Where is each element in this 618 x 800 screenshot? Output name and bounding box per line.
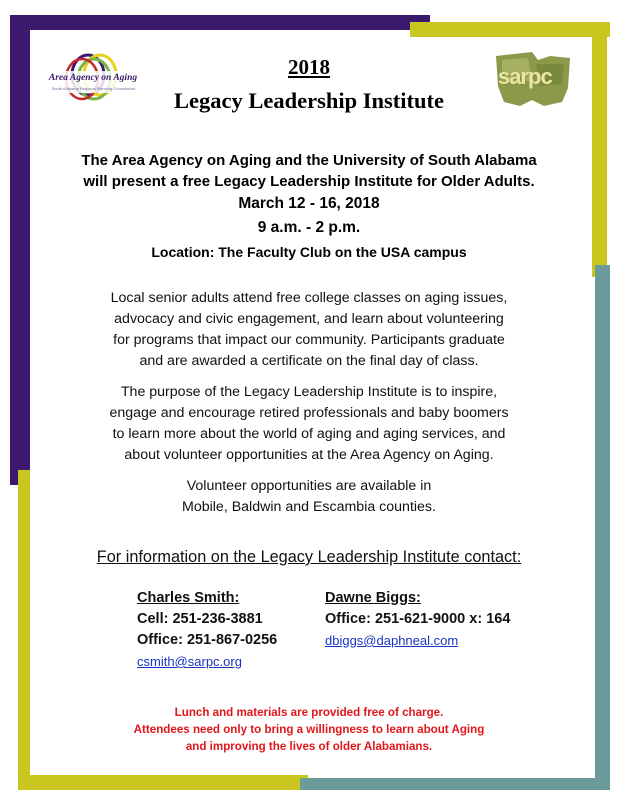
footer-line-3: and improving the lives of older Alabamians.: [185, 740, 433, 753]
intro-line-1: The Area Agency on Aging and the University of South Alabama: [81, 152, 537, 169]
contact-name: Charles Smith:: [137, 590, 240, 606]
border-purple-top: [10, 15, 430, 30]
paragraph-line: The purpose of the Legacy Leadership Institute is to inspire,: [120, 384, 498, 400]
contact-cell: Cell: 251-236-3881: [137, 611, 263, 627]
border-yellow-bottom: [18, 775, 308, 790]
event-dates: March 12 - 16, 2018: [238, 195, 380, 212]
area-agency-logo-name: Area Agency on Aging: [48, 73, 138, 83]
paragraph-line: for programs that impact our community. Participants graduate: [113, 332, 505, 348]
flyer-title: Legacy Leadership Institute: [174, 88, 444, 113]
paragraph-line: and are awarded a certificate on the final day of class.: [139, 353, 479, 369]
paragraph-line: engage and encourage retired professionals and baby boomers: [109, 405, 509, 421]
contact-dawne-biggs: [325, 588, 510, 651]
contact-office: Office: 251-867-0256: [137, 632, 278, 648]
volunteer-paragraph: [45, 476, 573, 518]
paragraph-line: Volunteer opportunities are available in: [186, 478, 432, 494]
contact-heading: For information on the Legacy Leadership Institute contact:: [96, 548, 522, 566]
area-agency-logo-subtitle: South Alabama Regional Planning Commission: [51, 86, 136, 91]
border-yellow-top: [410, 22, 610, 37]
purpose-paragraph: [45, 382, 573, 466]
flyer-year: 2018: [288, 55, 330, 79]
event-time: 9 a.m. - 2 p.m.: [257, 219, 361, 236]
description-paragraph: [45, 288, 573, 372]
contact-office: Office: 251-621-9000 x: 164: [325, 611, 511, 627]
intro-line-2: will present a free Legacy Leadership Institute for Older Adults.: [83, 173, 535, 190]
contact-name: Dawne Biggs:: [325, 590, 421, 606]
footer-line-2: Attendees need only to bring a willingness to learn about Aging: [133, 723, 485, 736]
border-teal-bottom: [300, 778, 610, 790]
contact-email-link[interactable]: dbiggs@daphneal.com: [325, 633, 459, 648]
paragraph-line: Mobile, Baldwin and Escambia counties.: [182, 499, 436, 515]
paragraph-line: Local senior adults attend free college classes on aging issues,: [110, 290, 508, 306]
border-purple-left: [10, 15, 30, 485]
footer-line-1: Lunch and materials are provided free of charge.: [174, 706, 444, 719]
paragraph-line: about volunteer opportunities at the Area Agency on Aging.: [124, 447, 494, 463]
paragraph-line: advocacy and civic engagement, and learn about volunteering: [114, 311, 504, 327]
event-location: Location: The Faculty Club on the USA campus: [151, 244, 467, 260]
contact-email-link[interactable]: csmith@sarpc.org: [137, 654, 242, 669]
paragraph-line: to learn more about the world of aging and aging services, and: [112, 426, 506, 442]
contact-charles-smith: [137, 588, 277, 672]
sarpc-logo-text: sarpc: [498, 64, 552, 89]
